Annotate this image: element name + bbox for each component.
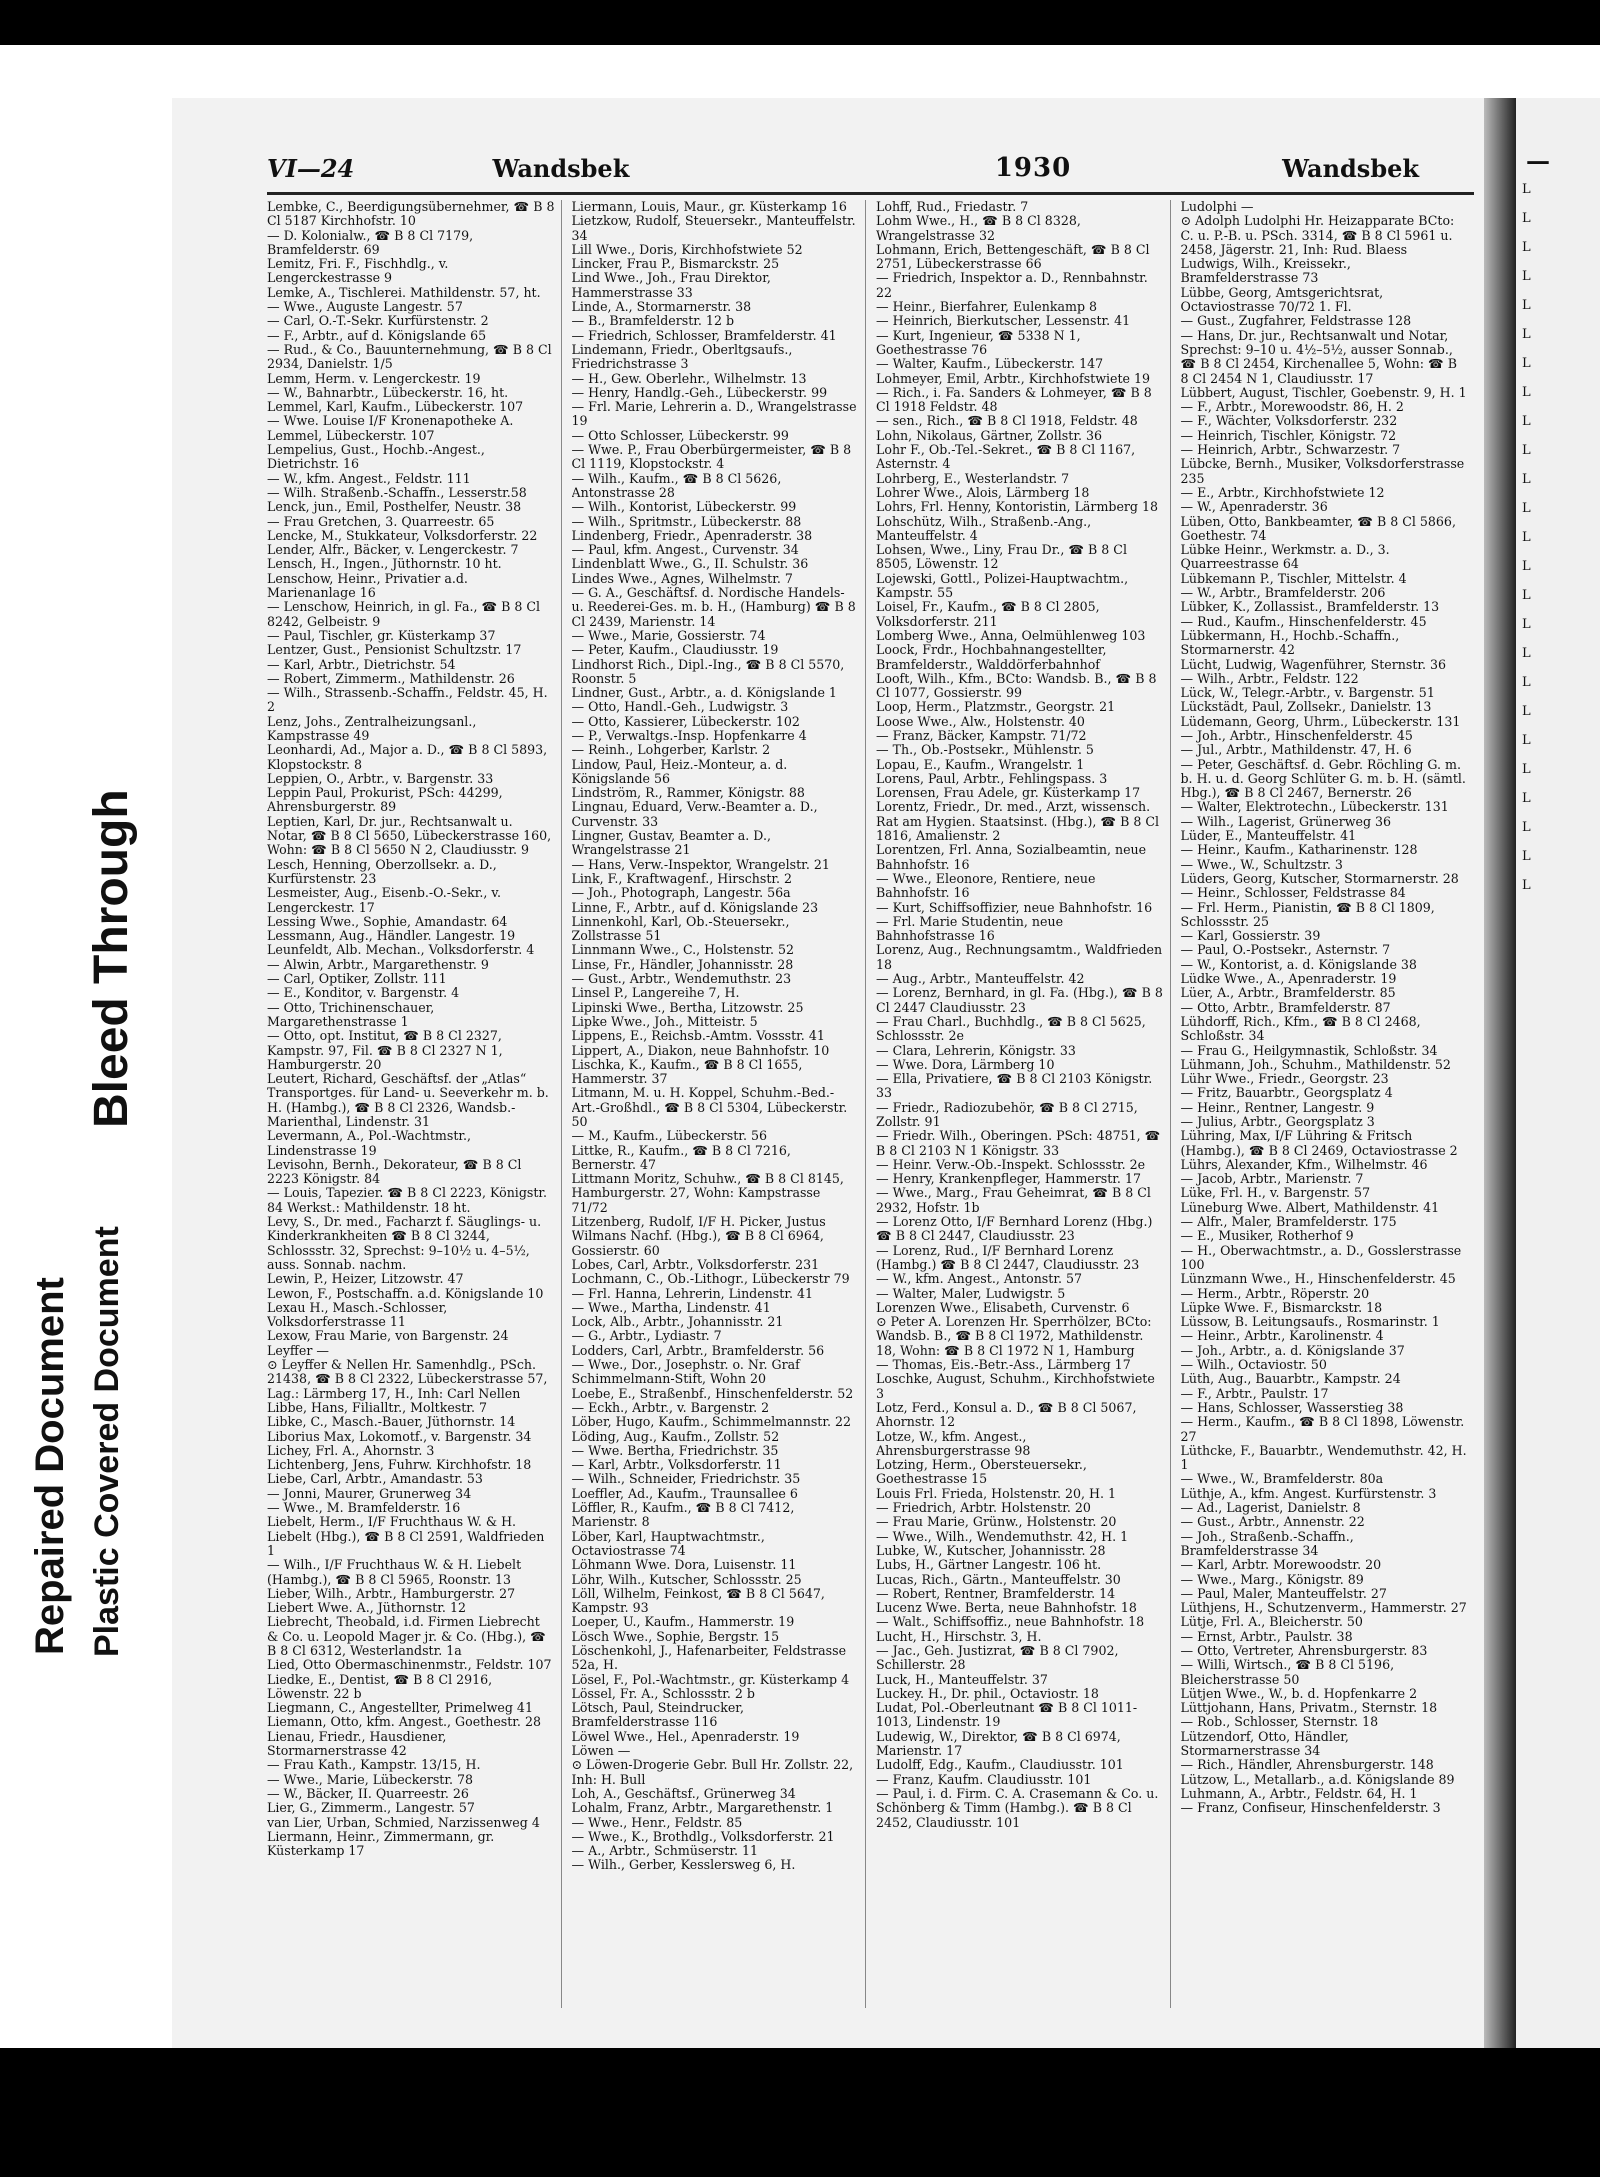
column-3-entries: Lohff, Rud., Friedastr. 7 Lohm Wwe., H., ☎ B 8 Cl 8328, Wrangelstrasse 32 Lohmann, Erich, Bettengeschäft, ☎ B 8 Cl 2751, Lübeckerstrasse 66 — Friedrich, Inspektor a. D., Rennbahnstr. 22 — Heinr., Bierfahrer, Eulenkamp 8 — Heinrich, Bierkutscher, Lessenstr. 41 — Kurt, Ingenieur, ☎ 5338 N 1, Goethestrasse 76 — Walter, Kaufm., Lübeckerstr. 147 Lohmeyer, Emil, Arbtr., Kirchhofstwiete 19 — Rich., i. Fa. Sanders & Lohmeyer, ☎ B 8 Cl 1918 Feldstr. 48 — sen., Rich., ☎ B 8 Cl 1918, Feldstr. 48 Lohn, Nikolaus, Gärtner, Zollstr. 36 Lohr F., Ob.-Tel.-Sekret., ☎ B 8 Cl 1167, Asternstr. 4 Lohrberg, E., Westerlandstr. 7 Lohrer Wwe., Alois, Lärmberg 18 Lohrs, Frl. Henny, Kontoristin, Lärmberg 18 Lohschütz, Wilh., Straßenb.-Ang., Manteuffelstr. 4 Lohsen, Wwe., Liny, Frau Dr., ☎ B 8 Cl 8505, Löwenstr. 12 Lojewski, Gottl., Polizei-Hauptwachtm., Kampstr. 55 Loisel, Fr., Kaufm., ☎ B 8 Cl 2805, Volksdorferstr. 211 Lomberg Wwe., Anna, Oelmühlenweg 103 Loock, Frdr., Hochbahnangestellter, Bramfelderstr., Walddörferbahnhof Looft, Wilh., Kfm., BCto: Wandsb. B., ☎ B 8 Cl 1077, Gossierstr. 99 Loop, Herm., Platzmstr., Georgstr. 21 Loose Wwe., Alw., Holstenstr. 40 — Franz, Bäcker, Kampstr. 71/72 — Th., Ob.-Postsekr., Mühlenstr. 5 Lopau, E., Kaufm., Wrangelstr. 1 Lorens, Paul, Arbtr., Fehlingspass. 3 Lorensen, Frau Adele, gr. Küsterkamp 17 Lorentz, Friedr., Dr. med., Arzt, wissensch. Rat am Hygien. Staatsinst. (Hbg.), ☎ B 8 Cl 1816, Amalienstr. 2 Lorentzen, Frl. Anna, Sozialbeamtin, neue Bahnhofstr. 16 — Wwe., Eleonore, Rentiere, neue Bahnhofstr. 16 — Kurt, Schiffsoffizier, neue Bahnhofstr. 16 — Frl. Marie Studentin, neue Bahnhofstrasse 16 Lorenz, Aug., Rechnungsamtm., Waldfrieden 18 — Aug., Arbtr., Manteuffelstr. 42 — Lorenz, Bernhard, in gl. Fa. (Hbg.), ☎ B 8 Cl 2447 Claudiusstr. 23 — Frau Charl., Buchhdlg., ☎ B 8 Cl 5625, Schlossstr. 2e — Clara, Lehrerin, Königstr. 33 — Wwe. Dora, Lärmberg 10 — Ella, Privatiere, ☎ B 8 Cl 2103 Königstr. 33 — Friedr., Radiozubehör, ☎ B 8 Cl 2715, Zollstr. 91 — Friedr. Wilh., Oberingen. PSch: 48751, ☎ B 8 Cl 2103 N 1 Königstr. 33 — Heinr. Verw.-Ob.-Inspekt. Schlossstr. 2e — Henry, Krankenpfleger, Hammerstr. 17 — Wwe., Marg., Frau Geheimrat, ☎ B 8 Cl 2932, Hofstr. 1b — Lorenz Otto, I/F Bernhard Lorenz (Hbg.) ☎ B 8 Cl 2447, Claudiusstr. 23 — Lorenz, Rud., I/F Bernhard Lorenz (Hambg.) ☎ B 8 Cl 2447, Claudiusstr. 23 — W., kfm. Angest., Antonstr. 57 — Walter, Maler, Ludwigstr. 5 Lorenzen Wwe., Elisabeth, Curvenstr. 6 ⊙ Peter A. Lorenzen Hr. Sperrhölzer, BCto: Wandsb. B., ☎ B 8 Cl 1972, Mathildenstr. 18, Wohn: ☎ B 8 Cl 1972 N 1, Hamburg — Thomas, Eis.-Betr.-Ass., Lärmberg 17 Loschke, August, Schuhm., Kirchhofstwiete 3 Lotz, Ferd., Konsul a. D., ☎ B 8 Cl 5067, Ahornstr. 12 Lotze, W., kfm. Angest., Ahrensburgerstrasse 98 Lotzing, Herm., Obersteuersekr., Goethestrasse 15 Louis Frl. Frieda, Holstenstr. 20, H. 1 — Friedrich, Arbtr. Holstenstr. 20 — Frau Marie, Grünw., Holstenstr. 20 — Wwe., Wilh., Wendemuthstr. 42, H. 1 Lubke, W., Kutscher, Johannisstr. 28 Lubs, H., Gärtner Langestr. 106 ht. Lucas, Rich., Gärtn., Manteuffelstr. 30 — Robert, Rentner, Bramfelderstr. 14 Lucenz Wwe. Berta, neue Bahnhofstr. 18 — Walt., Schiffsoffiz., neue Bahnhofstr. 18 Lucht, H., Hirschstr. 3, H. — Jac., Geh. Justizrat, ☎ B 8 Cl 7902, Schillerstr. 28 Luck, H., Manteuffelstr. 37 Luckey. H., Dr. phil., Octaviostr. 18 Ludat, Pol.-Oberleutnant ☎ B 8 Cl 1011-1013, Lindenstr. 19 Ludewig, W., Direktor, ☎ B 8 Cl 6974, Marienstr. 17 Ludolff, Edg., Kaufm., Claudiusstr. 101 — Franz, Kaufm. Claudiusstr. 101 — Paul, i. d. Firm. C. A. Crasemann & Co. u. Schönberg & Timm (Hambg.). ☎ B 8 Cl 2452, Claudiusstr. 101 [876,200,1163,1830]
directory-column-1 [267,200,562,2008]
header-rule [267,192,1474,195]
side-label-bleed: Bleed Through [85,789,138,1128]
header-city-left: Wandsbek [492,153,630,183]
directory-columns [267,200,1474,2008]
page-number: VI—24 [267,153,355,183]
header-year: 1930 [994,153,1072,183]
directory-column-4 [1181,200,1475,2008]
next-page-header: — [1526,146,1550,175]
directory-column-3 [876,200,1171,2008]
directory-page [172,98,1484,2048]
header-city-right: Wandsbek [1282,153,1419,183]
next-page-letters: L L L L L L L L L L L L L L L L L L L L L L L L L [1522,182,1531,893]
column-2-entries: Liermann, Louis, Maur., gr. Küsterkamp 16 Lietzkow, Rudolf, Steuersekr., Manteuffelstr. 34 Lill Wwe., Doris, Kirchhofstwiete 52 Lincker, Frau P., Bismarckstr. 25 Lind Wwe., Joh., Frau Direktor, Hammerstrasse 33 Linde, A., Stormarnerstr. 38 — B., Bramfelderstr. 12 b — Friedrich, Schlosser, Bramfelderstr. 41 Lindemann, Friedr., Oberltgsaufs., Friedrichstrasse 3 — H., Gew. Oberlehr., Wilhelmstr. 13 — Henry, Handlg.-Geh., Lübeckerstr. 99 — Frl. Marie, Lehrerin a. D., Wrangelstrasse 19 — Otto Schlosser, Lübeckerstr. 99 — Wwe. P., Frau Oberbürgermeister, ☎ B 8 Cl 1119, Klopstockstr. 4 — Wilh., Kaufm., ☎ B 8 Cl 5626, Antonstrasse 28 — Wilh., Kontorist, Lübeckerstr. 99 — Wilh., Spritmstr., Lübeckerstr. 88 Lindenberg, Friedr., Apenraderstr. 38 — Paul, kfm. Angest., Curvenstr. 34 Lindenblatt Wwe., G., II. Schulstr. 36 Lindes Wwe., Agnes, Wilhelmstr. 7 — G. A., Geschäftsf. d. Nordische Handels- u. Reederei-Ges. m. b. H., (Hamburg) ☎ B 8 Cl 2439, Marienstr. 14 — Wwe., Marie, Gossierstr. 74 — Peter, Kaufm., Claudiusstr. 19 Lindhorst Rich., Dipl.-Ing., ☎ B 8 Cl 5570, Roonstr. 5 Lindner, Gust., Arbtr., a. d. Königslande 1 — Otto, Handl.-Geh., Ludwigstr. 3 — Otto, Kassierer, Lübeckerstr. 102 — P., Verwaltgs.-Insp. Hopfenkarre 4 — Reinh., Lohgerber, Karlstr. 2 Lindow, Paul, Heiz.-Monteur, a. d. Königslande 56 Lindström, R., Rammer, Königstr. 88 Lingnau, Eduard, Verw.-Beamter a. D., Curvenstr. 33 Lingner, Gustav, Beamter a. D., Wrangelstrasse 21 — Hans, Verw.-Inspektor, Wrangelstr. 21 Link, F., Kraftwagenf., Hirschstr. 2 — Joh., Photograph, Langestr. 56a Linne, F., Arbtr., auf d. Königslande 23 Linnenkohl, Karl, Ob.-Steuersekr., Zollstrasse 51 Linnmann Wwe., C., Holstenstr. 52 Linse, Fr., Händler, Johannisstr. 28 — Gust., Arbtr., Wendemuthstr. 23 Linsel P., Langereihe 7, H. Lipinski Wwe., Bertha, Litzowstr. 25 Lipke Wwe., Joh., Mitteistr. 5 Lippens, E., Reichsb.-Amtm. Vossstr. 41 Lippert, A., Diakon, neue Bahnhofstr. 10 Lischka, K., Kaufm., ☎ B 8 Cl 1655, Hammerstr. 37 Litmann, M. u. H. Koppel, Schuhm.-Bed.-Art.-Großhdl., ☎ B 8 Cl 5304, Lübeckerstr. 50 — M., Kaufm., Lübeckerstr. 56 Littke, R., Kaufm., ☎ B 8 Cl 7216, Bernerstr. 47 Littmann Moritz, Schuhw., ☎ B 8 Cl 8145, Hamburgerstr. 27, Wohn: Kampstrasse 71/72 Litzenberg, Rudolf, I/F H. Picker, Justus Wilmans Nachf. (Hbg.), ☎ B 8 Cl 6964, Gossierstr. 60 Lobes, Carl, Arbtr., Volksdorferstr. 231 Lochmann, C., Ob.-Lithogr., Lübeckerstr 79 — Frl. Hanna, Lehrerin, Lindenstr. 41 — Wwe., Martha, Lindenstr. 41 Lock, Alb., Arbtr., Johannisstr. 21 — G., Arbtr., Lydiastr. 7 Lodders, Carl, Arbtr., Bramfelderstr. 56 — Wwe., Dor., Josephstr. o. Nr. Graf Schimmelmann-Stift, Wohn 20 Loebe, E., Straßenbf., Hinschenfelderstr. 52 — Eckh., Arbtr., v. Bargenstr. 2 Löber, Hugo, Kaufm., Schimmelmannstr. 22 Löding, Aug., Kaufm., Zollstr. 52 — Wwe. Bertha, Friedrichstr. 35 — Karl, Arbtr., Volksdorferstr. 11 — Wilh., Schneider, Friedrichstr. 35 Loeffler, Ad., Kaufm., Traunsallee 6 Löffler, R., Kaufm., ☎ B 8 Cl 7412, Marienstr. 8 Löber, Karl, Hauptwachtmstr., Octaviostrasse 74 Löhmann Wwe. Dora, Luisenstr. 11 Löhr, Wilh., Kutscher, Schlossstr. 25 Löll, Wilhelm, Feinkost, ☎ B 8 Cl 5647, Kampstr. 93 Loeper, U., Kaufm., Hammerstr. 19 Lösch Wwe., Sophie, Bergstr. 15 Löschenkohl, J., Hafenarbeiter, Feldstrasse 52a, H. Lösel, F., Pol.-Wachtmstr., gr. Küsterkamp 4 Lössel, Fr. A., Schlossstr. 2 b Lötsch, Paul, Steindrucker, Bramfelderstrasse 116 Löwel Wwe., Hel., Apenraderstr. 19 Löwen — ⊙ Löwen-Drogerie Gebr. Bull Hr. Zollstr. 22, Inh: H. Bull Loh, A., Geschäftsf., Grünerweg 34 Lohalm, Franz, Arbtr., Margarethenstr. 1 — Wwe., Henr., Feldstr. 85 — Wwe., K., Brothdlg., Volksdorferstr. 21 — A., Arbtr., Schmüserstr. 11 — Wilh., Gerber, Kesslersweg 6, H. [571,200,857,1873]
column-4-entries: Ludolphi — ⊙ Adolph Ludolphi Hr. Heizapparate BCto: C. u. P.-B. u. PSch. 3314, ☎ B 8 Cl 5961 u. 2458, Jägerstr. 21, Inh: Rud. Blaess Ludwigs, Wilh., Kreissekr., Bramfelderstrasse 73 Lübbe, Georg, Amtsgerichtsrat, Octaviostrasse 70/72 1. Fl. — Gust., Zugfahrer, Feldstrasse 128 — Hans, Dr. jur., Rechtsanwalt und Notar, Sprechst: 9–10 u. 4½–5½, ausser Sonnab., ☎ B 8 Cl 2454, Kirchenallee 5, Wohn: ☎ B 8 Cl 2454 N 1, Claudiusstr. 17 Lübbert, August, Tischler, Goebenstr. 9, H. 1 — F., Arbtr., Morewoodstr. 86, H. 2 — F., Wächter, Volksdorferstr. 232 — Heinrich, Tischler, Königstr. 72 — Heinrich, Arbtr., Schwarzestr. 7 Lübcke, Bernh., Musiker, Volksdorferstrasse 235 — E., Arbtr., Kirchhofstwiete 12 — W., Apenraderstr. 36 Lüben, Otto, Bankbeamter, ☎ B 8 Cl 5866, Goethestr. 74 Lübke Heinr., Werkmstr. a. D., 3. Quarreestrasse 64 Lübkemann P., Tischler, Mittelstr. 4 — W., Arbtr., Bramfelderstr. 206 Lübker, K., Zollassist., Bramfelderstr. 13 — Rud., Kaufm., Hinschenfelderstr. 45 Lübkermann, H., Hochb.-Schaffn., Stormarnerstr. 42 Lücht, Ludwig, Wagenführer, Sternstr. 36 — Wilh., Arbtr., Feldstr. 122 Lück, W., Telegr.-Arbtr., v. Bargenstr. 51 Lückstädt, Paul, Zollsekr., Danielstr. 13 Lüdemann, Georg, Uhrm., Lübeckerstr. 131 — Joh., Arbtr., Hinschenfelderstr. 45 — Jul., Arbtr., Mathildenstr. 47, H. 6 — Peter, Geschäftsf. d. Gebr. Röchling G. m. b. H. u. d. Georg Schlüter G. m. b. H. (sämtl. Hbg.), ☎ B 8 Cl 2467, Bernerstr. 26 — Walter, Elektrotechn., Lübeckerstr. 131 — Wilh., Lagerist, Grünerweg 36 Lüder, E., Manteuffelstr. 41 — Heinr., Kaufm., Katharinenstr. 128 — Wwe., W., Schultzstr. 3 Lüders, Georg, Kutscher, Stormarnerstr. 28 — Heinr., Schlosser, Feldstrasse 84 — Frl. Herm., Pianistin, ☎ B 8 Cl 1809, Schlossstr. 25 — Karl, Gossierstr. 39 — Paul, O.-Postsekr., Asternstr. 7 — W., Kontorist, a. d. Königslande 38 Lüdke Wwe., A., Apenraderstr. 19 Lüer, A., Arbtr., Bramfelderstr. 85 — Otto, Arbtr., Bramfelderstr. 87 Lühdorff, Rich., Kfm., ☎ B 8 Cl 2468, Schloßstr. 34 — Frau G., Heilgymnastik, Schloßstr. 34 Lühmann, Joh., Schuhm., Mathildenstr. 52 Lühr Wwe., Friedr., Georgstr. 23 — Fritz, Bauarbtr., Georgsplatz 4 — Heinr., Rentner, Langestr. 9 — Julius, Arbtr., Georgsplatz 3 Lühring, Max, I/F Lühring & Fritsch (Hambg.), ☎ B 8 Cl 2469, Octaviostrasse 2 Lührs, Alexander, Kfm., Wilhelmstr. 46 — Jacob, Arbtr., Marienstr. 7 Lüke, Frl. H., v. Bargenstr. 57 Lüneburg Wwe. Albert, Mathildenstr. 41 — Alfr., Maler, Bramfelderstr. 175 — E., Musiker, Rotherhof 9 — H., Oberwachtmstr., a. D., Gosslerstrasse 100 Lünzmann Wwe., H., Hinschenfelderstr. 45 — Herm., Arbtr., Röperstr. 20 Lüpke Wwe. F., Bismarckstr. 18 Lüssow, B. Leitungsaufs., Rosmarinstr. 1 — Heinr., Arbtr., Karolinenstr. 4 — Joh., Arbtr., a. d. Königslande 37 — Wilh., Octaviostr. 50 Lüth, Aug., Bauarbtr., Kampstr. 24 — F., Arbtr., Paulstr. 17 — Hans, Schlosser, Wasserstieg 38 — Herm., Kaufm., ☎ B 8 Cl 1898, Löwenstr. 27 Lüthcke, F., Bauarbtr., Wendemuthstr. 42, H. 1 — Wwe., W., Bramfelderstr. 80a Lüthje, A., kfm. Angest. Kurfürstenstr. 3 — Ad., Lagerist, Danielstr. 8 — Gust., Arbtr., Annenstr. 22 — Joh., Straßenb.-Schaffn., Bramfelderstrasse 34 — Karl, Arbtr. Morewoodstr. 20 — Wwe., Marg., Königstr. 89 — Paul, Maler, Manteuffelstr. 27 Lüthjens, H., Schutzenverm., Hammerstr. 27 Lütje, Frl. A., Bleicherstr. 50 — Ernst, Arbtr., Paulstr. 38 — Otto, Vertreter, Ahrensburgerstr. 83 — Willi, Wirtsch., ☎ B 8 Cl 5196, Bleicherstrasse 50 Lütjen Wwe., W., b. d. Hopfenkarre 2 Lüttjohann, Hans, Privatm., Sternstr. 18 — Rob., Schlosser, Sternstr. 18 Lützendorf, Otto, Händler, Stormarnerstrasse 34 — Rich., Händler, Ahrensburgerstr. 148 Lützow, L., Metallarb., a.d. Königslande 89 Luhmann, A., Arbtr., Feldstr. 64, H. 1 — Franz, Confiseur, Hinschenfelderstr. 3 [1180,200,1467,1816]
directory-column-2 [572,200,867,2008]
page-edge-shadow [1484,98,1516,2048]
scan-border-top [0,0,1600,45]
page-header [267,146,1459,190]
column-1-entries: Lembke, C., Beerdigungsübernehmer, ☎ B 8 Cl 5187 Kirchhofstr. 10 — D. Kolonialw., ☎ B 8 Cl 7179, Bramfelderstr. 69 Lemitz, Fri. F., Fischhdlg., v. Lengerckestrasse 9 Lemke, A., Tischlerei. Mathildenstr. 57, ht. — Wwe., Auguste Langestr. 57 — Carl, O.-T.-Sekr. Kurfürstenstr. 2 — F., Arbtr., auf d. Königslande 65 — Rud., & Co., Bauunternehmung, ☎ B 8 Cl 2934, Danielstr. 1/5 Lemm, Herm. v. Lengerckestr. 19 — W., Bahnarbtr., Lübeckerstr. 16, ht. Lemmel, Karl, Kaufm., Lübeckerstr. 107 — Wwe. Louise I/F Kronenapotheke A. Lemmel, Lübeckerstr. 107 Lempelius, Gust., Hochb.-Angest., Dietrichstr. 16 — W., kfm. Angest., Feldstr. 111 — Wilh. Straßenb.-Schaffn., Lesserstr.58 Lenck, jun., Emil, Posthelfer, Neustr. 38 — Frau Gretchen, 3. Quarreestr. 65 Lencke, M., Stukkateur, Volksdorferstr. 22 Lender, Alfr., Bäcker, v. Lengerckestr. 7 Lensch, H., Ingen., Jüthornstr. 10 ht. Lenschow, Heinr., Privatier a.d. Marienanlage 16 — Lenschow, Heinrich, in gl. Fa., ☎ B 8 Cl 8242, Gelbeistr. 9 — Paul, Tischler, gr. Küsterkamp 37 Lentzer, Gust., Pensionist Schultzstr. 17 — Karl, Arbtr., Dietrichstr. 54 — Robert, Zimmerm., Mathildenstr. 26 — Wilh., Strassenb.-Schaffn., Feldstr. 45, H. 2 Lenz, Johs., Zentralheizungsanl., Kampstrasse 49 Leonhardi, Ad., Major a. D., ☎ B 8 Cl 5893, Klopstockstr. 8 Leppien, O., Arbtr., v. Bargenstr. 33 Leppin Paul, Prokurist, PSch: 44299, Ahrensburgerstr. 89 Leptien, Karl, Dr. jur., Rechtsanwalt u. Notar, ☎ B 8 Cl 5650, Lübeckerstrasse 160, Wohn: ☎ B 8 Cl 5650 N 2, Claudiusstr. 9 Lesch, Henning, Oberzollsekr. a. D., Kurfürstenstr. 23 Lesmeister, Aug., Eisenb.-O.-Sekr., v. Lengerckestr. 17 Lessing Wwe., Sophie, Amandastr. 64 Lessmann, Aug., Händler. Langestr. 19 Leunfeldt, Alb. Mechan., Volksdorferstr. 4 — Alwin, Arbtr., Margarethenstr. 9 — Carl, Optiker, Zollstr. 111 — E., Konditor, v. Bargenstr. 4 — Otto, Trichinenschauer, Margarethenstrasse 1 — Otto, opt. Institut, ☎ B 8 Cl 2327, Kampstr. 97, Fil. ☎ B 8 Cl 2327 N 1, Hamburgerstr. 20 Leutert, Richard, Geschäftsf. der „Atlas“ Transportges. für Land- u. Seeverkehr m. b. H. (Hambg.), ☎ B 8 Cl 2326, Wandsb.-Marienthal, Lindenstr. 31 Levermann, A., Pol.-Wachtmstr., Lindenstrasse 19 Levisohn, Bernh., Dekorateur, ☎ B 8 Cl 2223 Königstr. 84 — Louis, Tapezier. ☎ B 8 Cl 2223, Königstr. 84 Werkst.: Mathildenstr. 18 ht. Levy, S., Dr. med., Facharzt f. Säuglings- u. Kinderkrankheiten ☎ B 8 Cl 3244, Schlossstr. 32, Sprechst: 9–10½ u. 4–5½, auss. Sonnab. nachm. Lewin, P., Heizer, Litzowstr. 47 Lewon, F., Postschaffn. a.d. Königslande 10 Lexau H., Masch.-Schlosser, Volksdorferstrasse 11 Lexow, Frau Marie, von Bargenstr. 24 Leyffer — ⊙ Leyffer & Nellen Hr. Samenhdlg., PSch. 21438, ☎ B 8 Cl 2322, Lübeckerstrasse 57, Lag.: Lärmberg 17, H., Inh: Carl Nellen Libbe, Hans, Filialltr., Moltkestr. 7 Libke, C., Masch.-Bauer, Jüthornstr. 14 Liborius Max, Lokomotf., v. Bargenstr. 34 Lichey, Frl. A., Ahornstr. 3 Lichtenberg, Jens, Fuhrw. Kirchhofstr. 18 Liebe, Carl, Arbtr., Amandastr. 53 — Jonni, Maurer, Grunerweg 34 — Wwe., M. Bramfelderstr. 16 Liebelt, Herm., I/F Fruchthaus W. & H. Liebelt (Hbg.), ☎ B 8 Cl 2591, Waldfrieden 1 — Wilh., I/F Fruchthaus W. & H. Liebelt (Hambg.), ☎ B 8 Cl 5965, Roonstr. 13 Lieber, Wilh., Arbtr., Hamburgerstr. 27 Liebert Wwe. A., Jüthornstr. 12 Liebrecht, Theobald, i.d. Firmen Liebrecht & Co. u. Leopold Mager jr. & Co. (Hbg.), ☎ B 8 Cl 6312, Westerlandstr. 1a Lied, Otto Obermaschinenmstr., Feldstr. 107 Liedke, E., Dentist, ☎ B 8 Cl 2916, Löwenstr. 22 b Liegmann, C., Angestellter, Primelweg 41 Liemann, Otto, kfm. Angest., Goethestr. 28 Lienau, Friedr., Hausdiener, Stormarnerstrasse 42 — Frau Kath., Kampstr. 13/15, H. — Wwe., Marie, Lübeckerstr. 78 — W., Bäcker, II. Quarreestr. 26 Lier, G., Zimmerm., Langestr. 57 van Lier, Urban, Schmied, Narzissenweg 4 Liermann, Heinr., Zimmermann, gr. Küsterkamp 17 [267,200,555,1859]
side-label-plastic: Plastic Covered Document [88,1226,126,1657]
side-label-repaired: Repaired Document [28,1277,72,1655]
next-page-sliver [1516,98,1600,2048]
scan-border-bottom [0,2048,1600,2177]
